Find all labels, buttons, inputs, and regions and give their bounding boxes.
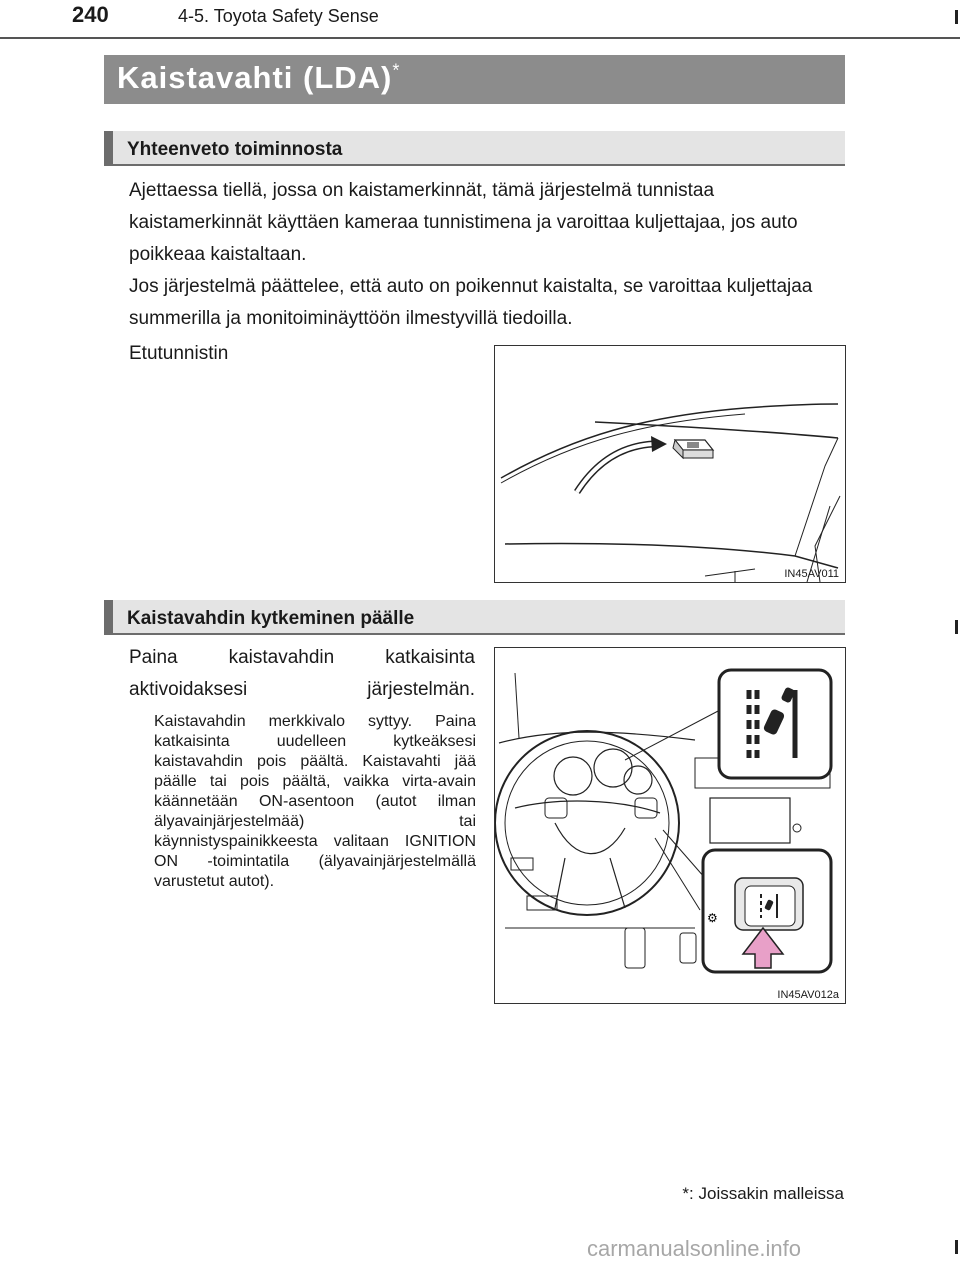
section-heading-overview: Yhteenveto toiminnosta (127, 139, 343, 160)
overview-paragraph-2: Jos järjestelmä päättelee, että auto on poikennut kaistalta, se varoittaa kuljettajaa summerilla ja monitoiminäyttöön ilmestyvillä tiedoilla. (129, 276, 813, 329)
watermark: carmanualsonline.info (587, 1236, 802, 1261)
cruise-icon: ⚙ (707, 911, 718, 925)
header-rule (0, 37, 960, 39)
figure-lda-switch (494, 647, 846, 1004)
page-number: 240 (72, 2, 109, 27)
page-edge-mark (955, 1240, 958, 1254)
dashboard-illustration (495, 648, 845, 1003)
footnote (682, 1184, 844, 1204)
section-accent-overview (104, 131, 113, 166)
figure-code-1: IN45AV011 (784, 568, 839, 580)
section-heading-activation: Kaistavahdin kytkeminen päälle (127, 608, 415, 629)
page-edge-mark (955, 620, 958, 634)
title-asterisk: * (392, 60, 401, 81)
activation-note: Kaistavahdin merkkivalo syttyy. Paina katkaisinta uudelleen kytkeäksesi kaistavahdin pois päältä. Kaistavahti jää päälle tai pois päältä, vaikka virta-avain käännetään ON-asentoon (autot ilman älyavainjärjestelmää) tai käynnistyspainikkeesta valitaan IGNITION ON -toimintatila (älyavainjärjestelmällä varustetut autot). (154, 713, 476, 890)
footnote-asterisk: * (682, 1184, 690, 1203)
page-title (117, 60, 400, 96)
page-title-text: Kaistavahti (LDA) (117, 60, 393, 95)
activation-instruction: Paina kaistavahdin katkaisinta aktivoidaksesi järjestelmän. (129, 647, 475, 700)
running-title: 4-5. Toyota Safety Sense (178, 6, 379, 26)
overview-paragraph-1: Ajettaessa tiellä, jossa on kaistamerkinnät, tämä järjestelmä tunnistaa kaistamerkinnät käyttäen kameraa tunnistimena ja varoittaa kuljettajaa, jos auto poikkeaa kaistaltaan. (129, 180, 798, 265)
camera-lens-icon (687, 442, 699, 448)
page-edge-mark (955, 10, 958, 24)
section-accent-activation (104, 600, 113, 635)
figure-code-2: IN45AV012a (777, 989, 839, 1001)
sensor-label: Etutunnistin (129, 343, 229, 364)
windshield-illustration (495, 346, 845, 582)
footnote-text: : Joissakin malleissa (689, 1184, 844, 1203)
figure-front-sensor (494, 345, 846, 583)
